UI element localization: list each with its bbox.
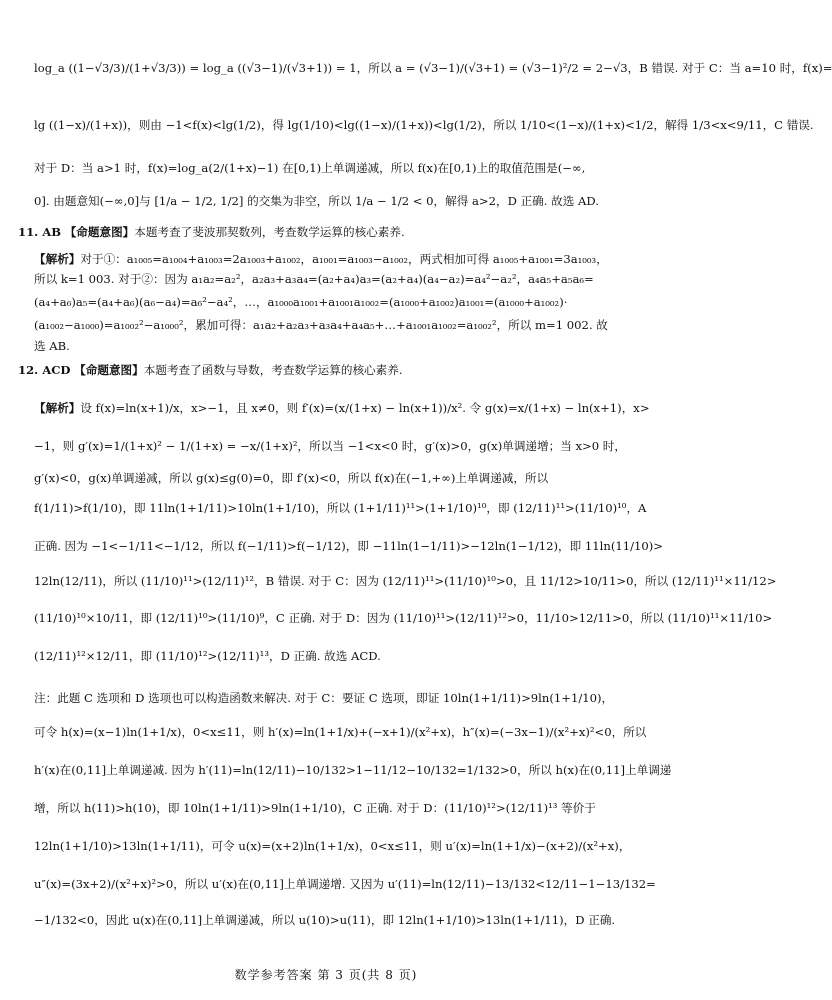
text-line: (a₁₀₀₂−a₁₀₀₀)=a₁₀₀₂²−a₁₀₀₀²，累加可得：a₁a₂+a₂a₃+a₃a₄+a₄a₅+…+a₁₀₀₁a₁₀₀₂=a₁₀₀₂²，所以 m=1 002. 故: [34, 318, 608, 332]
note-line: 可令 h(x)=(x−1)ln(1+1/x)，0<x≤11，则 h′(x)=ln(1+1/x)+(−x+1)/(x²+x)，h″(x)=(−3x−1)/(x²+x)²<0，所以: [34, 725, 647, 739]
note-line: 注：此题 C 选项和 D 选项也可以构造函数来解决. 对于 C：要证 C 选项，即证 10ln(1+1/11)>9ln(1+1/10)，: [34, 691, 614, 705]
question-number: 12. ACD: [18, 363, 71, 377]
text-line: [34, 251, 624, 268]
text-line: f(1/11)>f(1/10)，即 11ln(1+1/11)>10ln(1+1/10)，所以 (1+1/11)¹¹>(1+1/10)¹⁰，即 (12/11)¹¹>(11/10)¹⁰，A: [34, 501, 647, 515]
text-line: 所以 k=1 003. 对于②：因为 a₁a₂=a₂²，a₂a₃+a₃a₄=(a₂+a₄)a₃=(a₂+a₄)(a₄−a₂)=a₄²−a₂²，a₄a₅+a₅a₆=: [34, 272, 594, 286]
text-line: (a₄+a₆)a₅=(a₄+a₆)(a₆−a₄)=a₆²−a₄²，…，a₁₀₀₀a₁₀₀₁+a₁₀₀₁a₁₀₀₂=(a₁₀₀₀+a₁₀₀₂)a₁₀₀₁=(a₁₀₀₀+a₁₀₀₂)·: [34, 295, 568, 309]
question-12-header: [18, 362, 624, 379]
note-line: −1/132<0，因此 u(x)在(0,11]上单调递减，所以 u(10)>u(11)，即 12ln(1+1/10)>13ln(1+1/11)，D 正确.: [34, 913, 616, 927]
intent-tag: 【命题意图】: [64, 225, 135, 239]
note-line: 12ln(1+1/10)>13ln(1+1/11)，可令 u(x)=(x+2)ln(1+1/x)，0<x≤11，则 u′(x)=ln(1+1/x)−(x+2)/(x²+x)，: [34, 839, 631, 853]
text-line: [34, 400, 650, 417]
intent-tag: 【命题意图】: [74, 363, 144, 377]
intent-text: 本题考查了斐波那契数列，考查数学运算的核心素养.: [134, 225, 405, 239]
text-line: −1，则 g′(x)=1/(1+x)² − 1/(1+x) = −x/(1+x)²，所以当 −1<x<0 时，g′(x)>0，g(x)单调递增；当 x>0 时，: [34, 439, 626, 453]
text-line: g′(x)<0，g(x)单调递减，所以 g(x)≤g(0)=0，即 f′(x)<0，所以 f(x)在(−1,+∞)上单调递减，所以: [34, 471, 549, 485]
text-line: 12ln(12/11)，所以 (11/10)¹¹>(12/11)¹²，B 错误. 对于 C：因为 (12/11)¹¹>(11/10)¹⁰>0，且 11/12>10/11>0，所以 (12/11)¹¹×11/12>: [34, 574, 777, 588]
solution-text: 设 f(x)=ln(x+1)/x，x>−1，且 x≠0，则 f′(x)=(x/(1+x) − ln(x+1))/x². 令 g(x)=x/(1+x) − ln(x+1)，x>: [80, 401, 650, 415]
text-line: 对于 D：当 a>1 时，f(x)=log_a(2/(1+x)−1) 在[0,1)上单调递减，所以 f(x)在[0,1)上的取值范围是(−∞,: [34, 161, 586, 175]
text-line: (12/11)¹²×12/11，即 (11/10)¹²>(12/11)¹³，D 正确. 故选 ACD.: [34, 649, 381, 663]
solution-tag: 【解析】: [34, 401, 81, 415]
text-line: lg ((1−x)/(1+x))，则由 −1<f(x)<lg(1/2)，得 lg(1/10)<lg((1−x)/(1+x))<lg(1/2)，所以 1/10<(1−x)/(1+x)<1/2，解得 1/3<x<9/11，C 错误.: [34, 118, 814, 132]
question-11-header: [18, 224, 624, 241]
text-line: log_a ((1−√3/3)/(1+√3/3)) = log_a ((√3−1)/(√3+1)) = 1，所以 a = (√3−1)/(√3+1) = (√3−1)²/2 = 2−√3，B 错误. 对于 C：当 a=10 时，f(x)=: [34, 61, 832, 75]
note-line: 增，所以 h(11)>h(10)，即 10ln(1+1/11)>9ln(1+1/10)，C 正确. 对于 D：(11/10)¹²>(12/11)¹³ 等价于: [34, 801, 596, 815]
intent-text: 本题考查了函数与导数，考查数学运算的核心素养.: [143, 363, 403, 377]
text-line: 选 AB.: [34, 339, 70, 353]
solution-text: 对于①：a₁₀₀₅=a₁₀₀₄+a₁₀₀₃=2a₁₀₀₃+a₁₀₀₂，a₁₀₀₁=a₁₀₀₃−a₁₀₀₂，两式相加可得 a₁₀₀₅+a₁₀₀₁=3a₁₀₀₃，: [80, 252, 608, 266]
page-footer: 数学参考答案 第 3 页(共 8 页): [234, 968, 418, 982]
note-line: h′(x)在(0,11]上单调递减. 因为 h′(11)=ln(12/11)−10/132>1−11/12−10/132=1/132>0，所以 h(x)在(0,11]上单调递: [34, 763, 672, 777]
note-line: u″(x)=(3x+2)/(x²+x)²>0，所以 u′(x)在(0,11]上单调递增. 又因为 u′(11)=ln(12/11)−13/132<12/11−1−13/132=: [34, 877, 656, 891]
solution-tag: 【解析】: [34, 252, 81, 266]
text-line: (11/10)¹⁰×10/11，即 (12/11)¹⁰>(11/10)⁹，C 正确. 对于 D：因为 (11/10)¹¹>(12/11)¹²>0，11/10>12/11>0，所以 (11/10)¹¹×11/10>: [34, 611, 773, 625]
text-line: 正确. 因为 −1<−1/11<−1/12，所以 f(−1/11)>f(−1/12)，即 −11ln(1−1/11)>−12ln(1−1/12)，即 11ln(11/10)>: [34, 539, 663, 553]
text-line: 0]. 由题意知(−∞,0]与 [1/a − 1/2, 1/2] 的交集为非空，所以 1/a − 1/2 < 0，解得 a>2，D 正确. 故选 AD.: [34, 194, 599, 208]
question-number: 11. AB: [18, 225, 62, 239]
